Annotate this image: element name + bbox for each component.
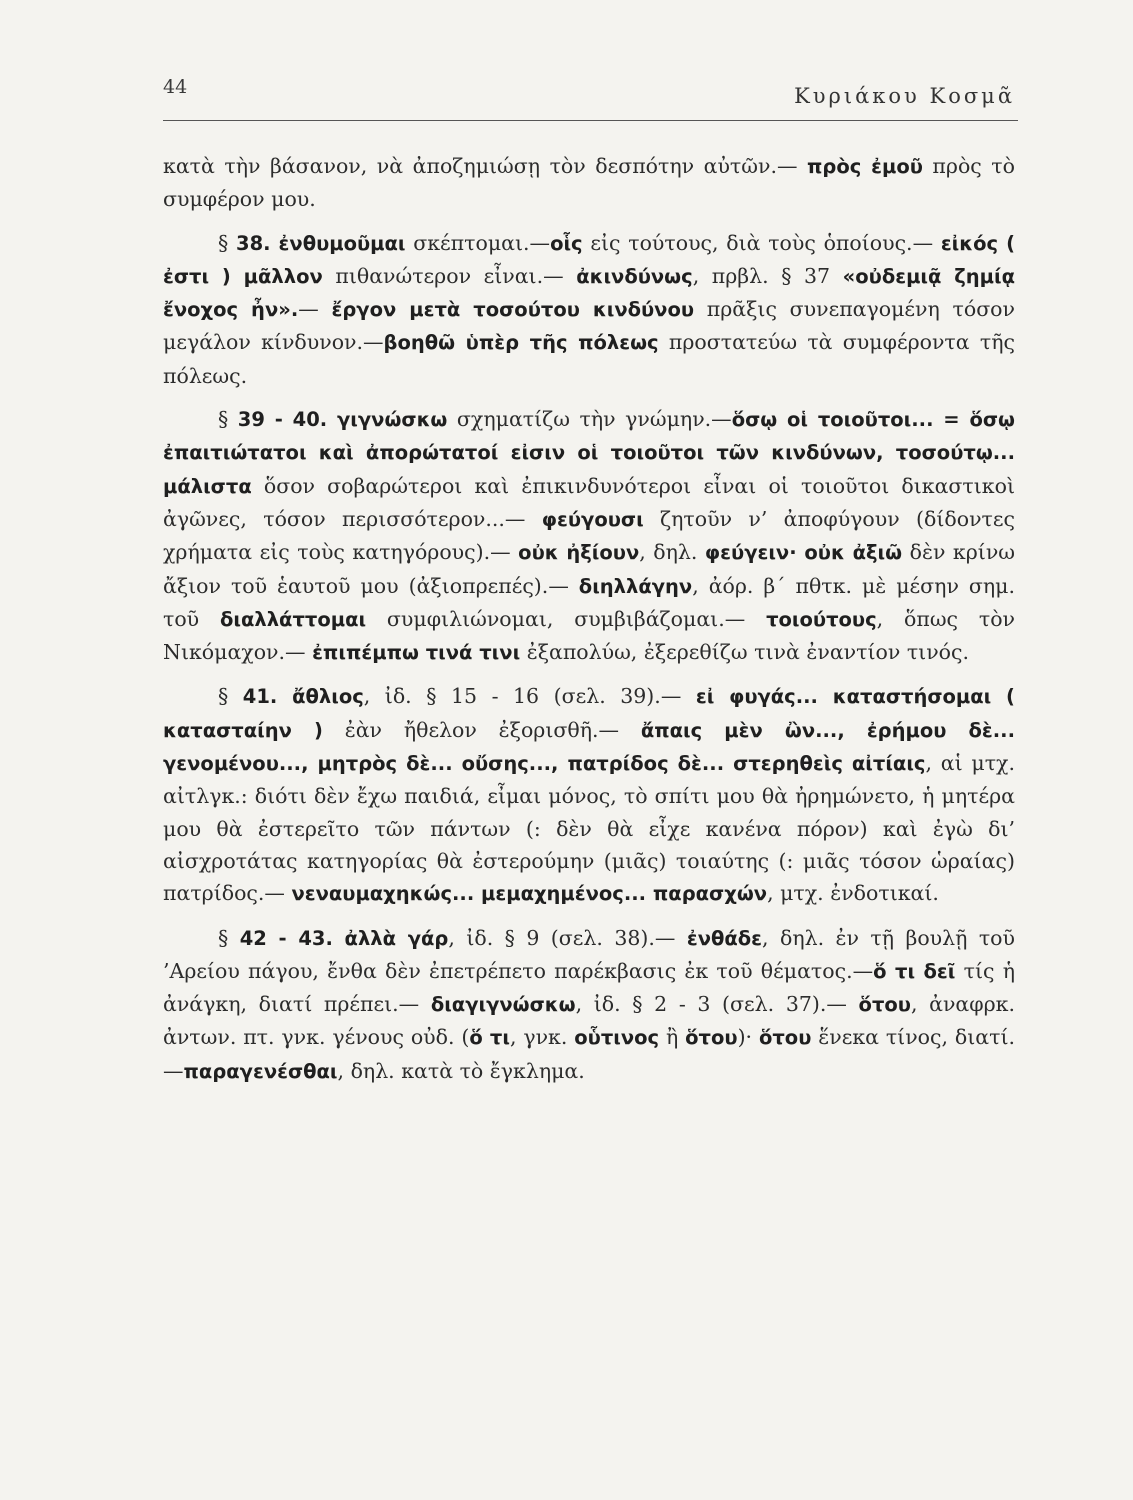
gloss-text: , ὅπως τὸν Νικόμαχον.— — [163, 606, 1015, 665]
lemma-term: 39 - 40. γιγνώσκω — [237, 408, 448, 432]
gloss-text: πρᾶξις συνεπαγομένη τόσον μεγάλον κίνδυνον.— — [163, 297, 1015, 355]
gloss-text: ζητοῦν ν’ ἀποφύγουν (δίδοντες χρήματα εἰς τοὺς κατηγόρους).— — [163, 506, 1015, 565]
lemma-term: ὅτου — [858, 993, 911, 1017]
gloss-text: , ἀόρ. β΄ πθτκ. μὲ μέσην σημ. τοῦ — [163, 573, 1015, 631]
lemma-term: ὅτου — [685, 1026, 738, 1050]
lemma-term: 41. ἄθλιος — [242, 685, 364, 709]
gloss-text: πιθανώτερον εἶναι.— — [322, 263, 577, 288]
lemma-term: πρὸς ἐμοῦ — [806, 155, 923, 178]
lemma-term: νεναυμαχηκώς... μεμαχημένος... παρασχών — [291, 882, 768, 906]
gloss-text: προστατεύω τὰ συμφέροντα τῆς πόλεως. — [163, 330, 1015, 388]
gloss-text: ἐξαπολύω, ἐξερεθίζω τινὰ ἐναντίον τινός. — [520, 640, 969, 665]
running-head: Κυριάκου Κοσμᾶ — [794, 84, 1015, 108]
gloss-text: )· — [737, 1025, 759, 1050]
gloss-text: εἰς τούτους, διὰ τοὺς ὁποίους.— — [582, 230, 941, 255]
gloss-text: ἢ — [659, 1025, 686, 1050]
lemma-term: διηλλάγην — [578, 574, 693, 598]
commentary-paragraph — [163, 922, 1015, 1088]
lemma-term: βοηθῶ ὑπὲρ τῆς πόλεως — [383, 331, 659, 355]
lemma-term: 38. ἐνθυμοῦμαι — [236, 231, 406, 255]
commentary-paragraph — [163, 227, 1015, 392]
lemma-term: 42 - 43. ἀλλὰ γάρ — [239, 926, 449, 950]
lemma-term: ὅ τι — [469, 1026, 510, 1050]
commentary-paragraph — [163, 403, 1015, 669]
gloss-text: , ἰδ. § 2 - 3 (σελ. 37).— — [575, 992, 859, 1017]
gloss-text: πρὸς τὸ συμφέρον μου. — [163, 154, 1015, 212]
commentary-paragraph — [163, 150, 1015, 216]
lemma-term: διαλλάττομαι — [219, 607, 367, 631]
gloss-text: , ἰδ. § 9 (σελ. 38).— — [448, 925, 687, 950]
gloss-text: κατὰ τὴν βάσανον, νὰ ἀποζημιώσῃ τὸν δεσπότην αὐτῶν.— — [163, 154, 807, 178]
gloss-text: , δηλ. ἐν τῇ βουλῇ τοῦ ’Αρείου πάγου, ἔνθα δὲν ἐπετρέπετο παρέκβασις ἐκ τοῦ θέματος.— — [163, 925, 1015, 983]
lemma-term: ὅτου — [758, 1026, 812, 1050]
header-rule — [163, 120, 1018, 121]
lemma-term: εἰ φυγάς... καταστήσομαι ( κατασταίην ) — [163, 685, 1015, 742]
page-number: 44 — [163, 76, 188, 98]
gloss-text: ἕνεκα τίνος, διατί.— — [163, 1025, 1016, 1083]
lemma-term: φεύγειν· οὐκ ἀξιῶ — [704, 541, 903, 565]
lemma-term: ἐπιπέμπω τινά τινι — [312, 641, 521, 665]
lemma-term: τοιούτους — [766, 607, 877, 631]
lemma-term: εἰκός ( ἐστι ) μᾶλλον — [163, 231, 1015, 288]
gloss-text: , δηλ. κατὰ τὸ ἔγκλημα. — [337, 1058, 585, 1083]
commentary-paragraph — [163, 680, 1015, 910]
gloss-text: , δηλ. — [639, 540, 705, 565]
gloss-text: σχηματίζω τὴν γνώμην.— — [447, 407, 732, 432]
gloss-text: § — [218, 684, 243, 709]
gloss-text: , πρβλ. § 37 — [692, 263, 843, 288]
gloss-text: , αἱ μτχ. αἰτλγκ.: διότι δὲν ἔχω παιδιά, εἶμαι μόνος, τὸ σπίτι μου θὰ ἠρημώνετο, ἡ μητέρα μου θὰ ἐστερεῖτο τῶν πάντων (: δὲν θὰ εἶχε κανένα πόρον) καὶ ἐγὼ δι’ αἰσχροτάτας κατηγορίας θὰ ἐστερούμην (μιᾶς) τοιαύτης (: μιᾶς τόσον ὡραίας) πατρίδος.— — [163, 751, 1015, 906]
gloss-text: , ἰδ. § 15 - 16 (σελ. 39).— — [363, 684, 696, 709]
gloss-text: δὲν κρίνω ἄξιον τοῦ ἑαυτοῦ μου (ἀξιοπρεπές).— — [163, 540, 1016, 598]
gloss-text: , ἀναφρκ. ἀντων. πτ. γνκ. γένους οὐδ. ( — [163, 992, 1015, 1050]
gloss-text: σκέπτομαι.— — [405, 230, 551, 255]
gloss-text: , μτχ. ἐνδοτικαί. — [767, 881, 939, 906]
gloss-text: τίς ἡ ἀνάγκη, διατί πρέπει.— — [163, 958, 1015, 1017]
lemma-term: οὐκ ἠξίουν — [518, 541, 640, 565]
lemma-term: ἐνθάδε — [686, 926, 763, 950]
lemma-term: ὅσῳ οἱ τοιοῦτοι... = ὅσῳ ἐπαιτιώτατοι καὶ ἀπορώτατοί εἰσιν οἱ τοιοῦτοι τῶν κινδύνων, τοσούτῳ... μάλιστα — [163, 408, 1015, 498]
lemma-term: οὗτινος — [574, 1026, 660, 1050]
lemma-term: ἄπαις μὲν ὢν..., ἐρήμου δὲ... γενομένου..., μητρὸς δὲ... οὔσης..., πατρίδος δὲ... στερηθεὶς αἰτίαις — [163, 718, 1015, 776]
gloss-text: § — [218, 925, 240, 950]
lemma-term: «οὐδεμιᾷ ζημίᾳ ἔνοχος ἦν». — [163, 264, 1016, 322]
gloss-text: ἐὰν ἤθελον ἐξορισθῆ.— — [322, 717, 641, 742]
gloss-text: § — [218, 230, 236, 255]
gloss-text: ὅσον σοβαρώτεροι καὶ ἐπικινδυνότεροι εἶναι οἱ τοιοῦτοι δικαστικοὶ ἀγῶνες, τόσον περισσότερον...— — [163, 473, 1015, 531]
lemma-term: οἷς — [550, 231, 583, 255]
gloss-text: § — [218, 407, 238, 432]
gloss-text: συμφιλιώνομαι, συμβιβάζομαι.— — [366, 606, 767, 631]
lemma-term: παραγενέσθαι — [183, 1059, 338, 1083]
body-text — [163, 150, 1015, 1099]
gloss-text: — — [298, 297, 332, 322]
lemma-term: διαγιγνώσκω — [430, 993, 576, 1017]
lemma-term: ἀκινδύνως — [576, 264, 693, 288]
lemma-term: φεύγουσι — [541, 507, 644, 531]
gloss-text: , γνκ. — [509, 1025, 575, 1050]
lemma-term: ὅ τι δεῖ — [873, 959, 956, 983]
lemma-term: ἔργον μετὰ τοσούτου κινδύνου — [331, 298, 695, 322]
